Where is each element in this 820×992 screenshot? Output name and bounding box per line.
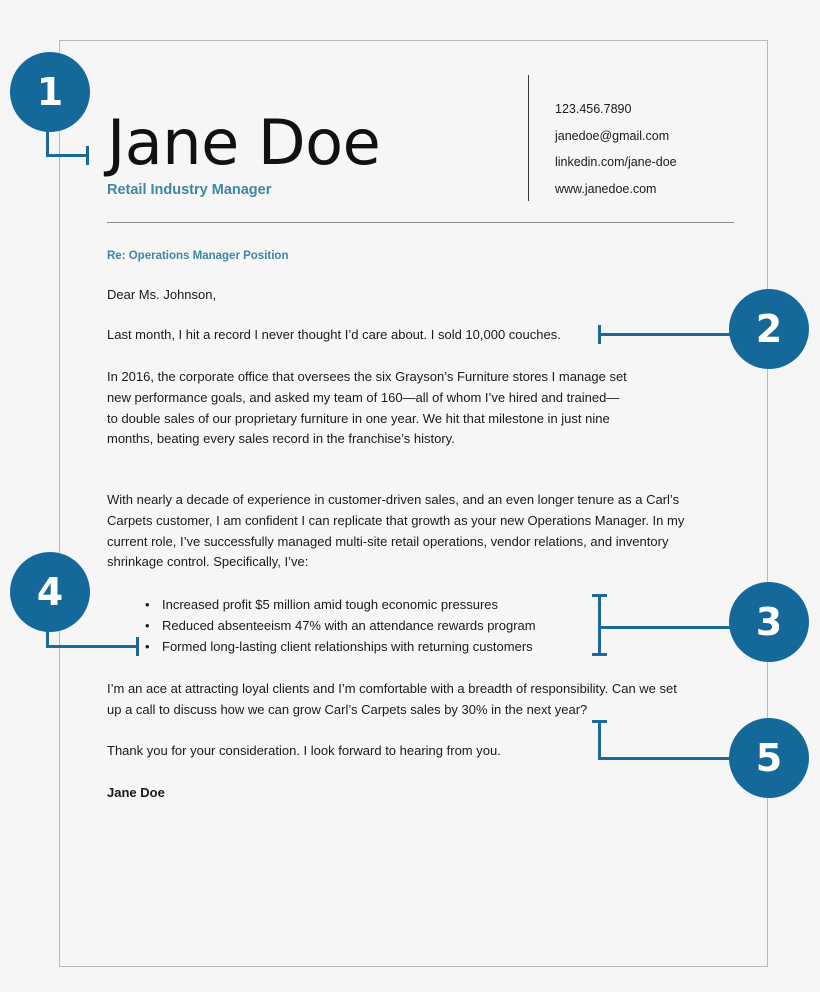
- callout-badge-3: 3: [729, 582, 809, 662]
- paragraph-experience: With nearly a decade of experience in customer-driven sales, and an even longer tenure as a Carl’s Carpets customer, I am confident I can replicate that growth as your new Operations Manager. In my current role, I’ve successfully managed multi-site retail operations, vendor relations, and inventory shrinkage control. Specifically, I’ve:: [107, 492, 685, 570]
- salutation: Dear Ms. Johnson,: [107, 287, 217, 302]
- contact-phone: 123.456.7890: [555, 102, 632, 116]
- callout-connector: [600, 626, 730, 629]
- list-item: • Reduced absenteeism 47% with an attendance rewards program: [145, 616, 536, 637]
- paragraph-hook: Last month, I hit a record I never thought I’d care about. I sold 10,000 couches.: [107, 327, 561, 342]
- callout-connector: [599, 757, 730, 760]
- applicant-title: Retail Industry Manager: [107, 182, 272, 198]
- callout-connector: [46, 645, 138, 648]
- callout-connector: [592, 720, 607, 723]
- paragraph-achievement: In 2016, the corporate office that oversees the six Grayson’s Furniture stores I manage set new performance goals, and asked my team of 160—all of whom I’ve hired and trained—to double sales of our proprietary furniture in one year. We hit that milestone in just nine months, beating every sales record in the franchise’s history.: [107, 369, 627, 447]
- paragraph-call-to-action: I’m an ace at attracting loyal clients and I’m comfortable with a breadth of responsibility. Can we set up a call to discuss how we can grow Carl’s Carpets sales by 30% in the next year?: [107, 681, 677, 717]
- callout-connector: [86, 146, 89, 165]
- contact-website: www.janedoe.com: [555, 181, 657, 196]
- callout-connector: [598, 720, 601, 760]
- contact-block: [555, 96, 677, 202]
- list-item: • Increased profit $5 million amid tough economic pressures: [145, 595, 536, 616]
- contact-linkedin: linkedin.com/jane-doe: [555, 155, 677, 169]
- header-divider: [528, 75, 529, 201]
- callout-badge-4: 4: [10, 552, 90, 632]
- list-item: • Formed long-lasting client relationships with returning customers: [145, 637, 536, 658]
- callout-connector: [598, 325, 601, 344]
- callout-connector: [592, 594, 607, 597]
- subject-line: Re: Operations Manager Position: [107, 250, 289, 262]
- header-rule: [107, 222, 734, 223]
- callout-badge-5: 5: [729, 718, 809, 798]
- signature: Jane Doe: [107, 785, 165, 800]
- accomplishment-list: [145, 595, 536, 657]
- callout-connector: [598, 595, 601, 655]
- contact-email: janedoe@gmail.com: [555, 128, 670, 143]
- callout-connector: [46, 154, 88, 157]
- applicant-name: Jane Doe: [107, 106, 381, 179]
- callout-connector: [136, 637, 139, 656]
- paragraph-closing: Thank you for your consideration. I look forward to hearing from you.: [107, 743, 501, 758]
- callout-badge-1: 1: [10, 52, 90, 132]
- callout-connector: [599, 333, 730, 336]
- callout-connector: [592, 653, 607, 656]
- callout-badge-2: 2: [729, 289, 809, 369]
